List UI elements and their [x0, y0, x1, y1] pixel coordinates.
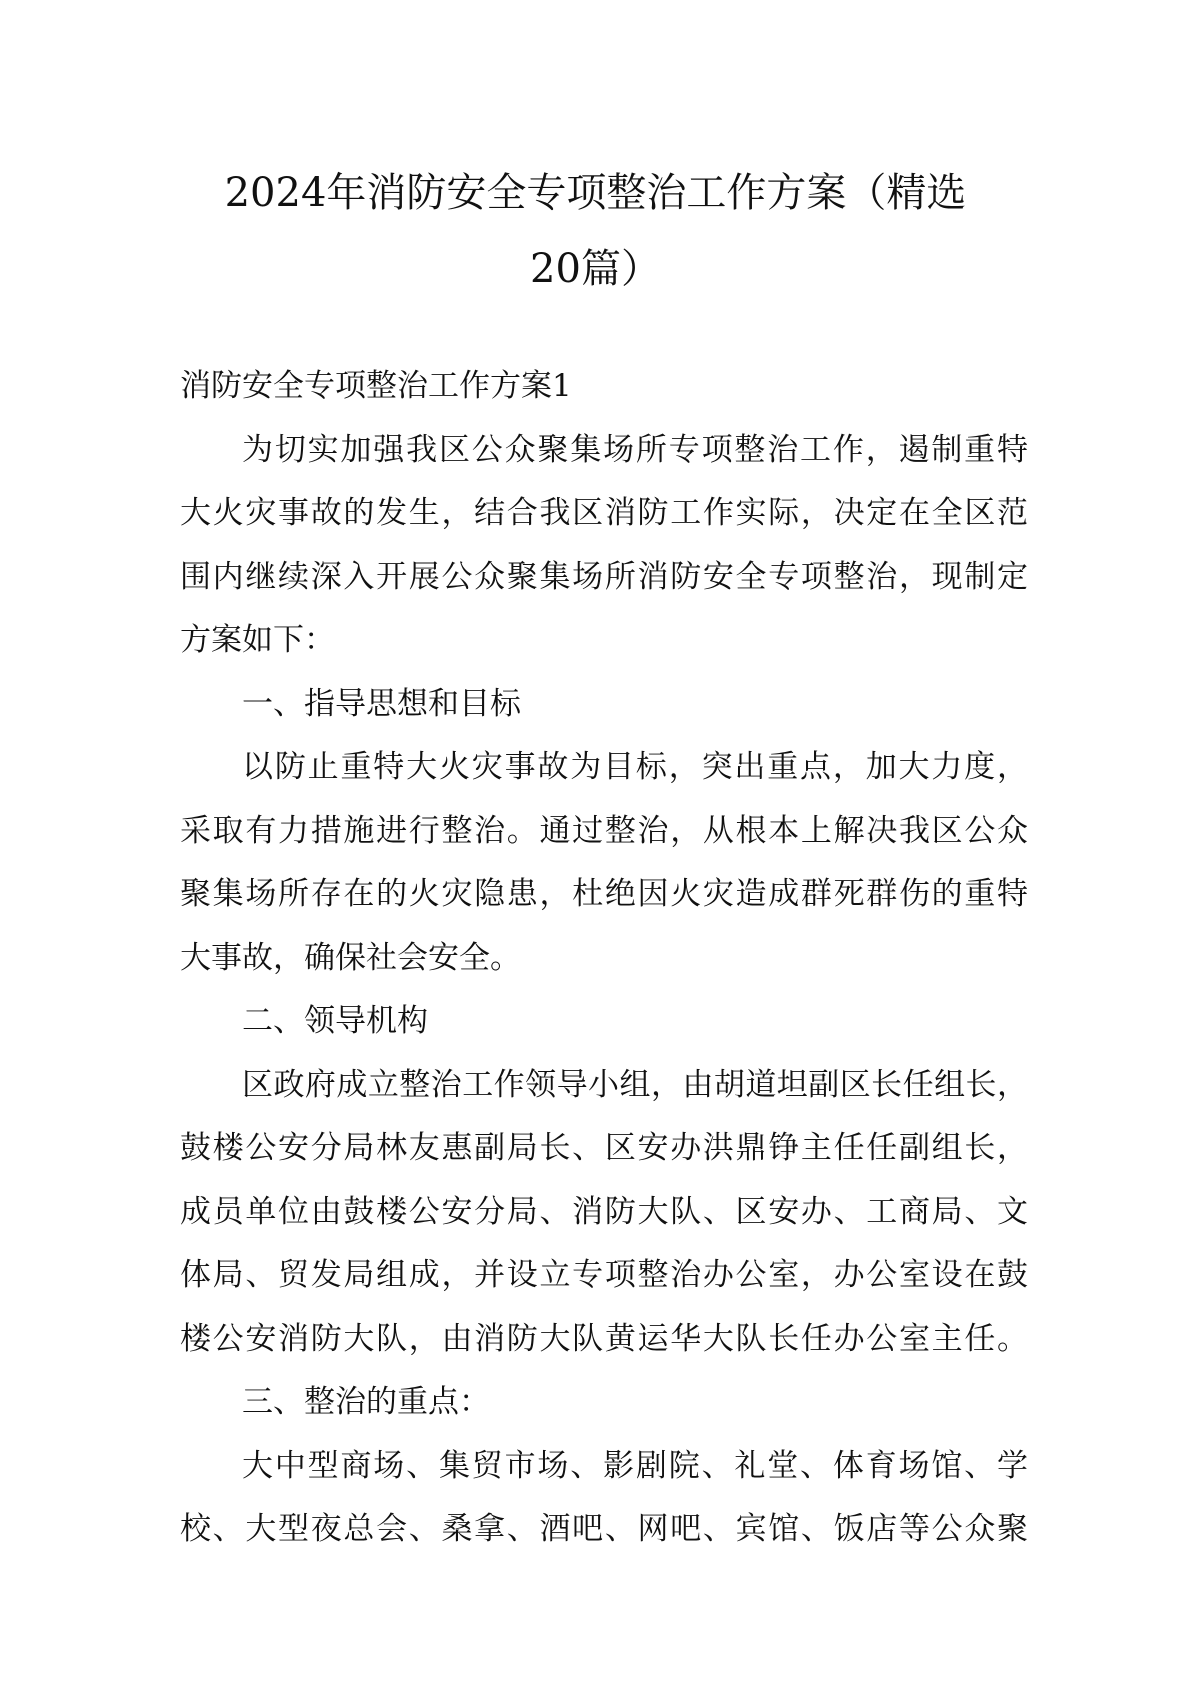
paragraph-line: 以防止重特大火灾事故为目标，突出重点，加大力度， [242, 749, 1028, 785]
paragraph-line: 区政府成立整治工作领导小组，由胡道坦副区长任组长， [242, 1066, 1028, 1103]
section-heading: 三、整治的重点： [242, 1384, 490, 1420]
section-heading: 二、领导机构 [242, 1003, 428, 1039]
section-heading: 消防安全专项整治工作方案1 [180, 368, 572, 404]
title-line-1: 2024年消防安全专项整治工作方案（精选 [224, 170, 967, 216]
paragraph-line: 大事故，确保社会安全。 [180, 939, 521, 976]
paragraph-line: 鼓楼公安分局林友惠副局长、区安办洪鼎铮主任任副组长， [180, 1130, 1028, 1166]
paragraph-line: 为切实加强我区公众聚集场所专项整治工作，遏制重特 [242, 431, 1028, 468]
paragraph-line: 校、大型夜总会、桑拿、酒吧、网吧、宾馆、饭店等公众聚 [180, 1511, 1028, 1547]
paragraph-line: 大火灾事故的发生，结合我区消防工作实际，决定在全区范 [180, 495, 1028, 531]
paragraph-line: 聚集场所存在的火灾隐患，杜绝因火灾造成群死群伤的重特 [180, 876, 1028, 912]
paragraph-line: 大中型商场、集贸市场、影剧院、礼堂、体育场馆、学 [242, 1447, 1028, 1484]
section-heading: 一、指导思想和目标 [242, 685, 521, 722]
document-title [150, 155, 1041, 307]
paragraph-line: 方案如下： [180, 622, 335, 658]
paragraph-line: 成员单位由鼓楼公安分局、消防大队、区安办、工商局、文 [180, 1193, 1028, 1230]
title-line-2: 20篇） [530, 246, 661, 292]
paragraph-line: 体局、贸发局组成，并设立专项整治办公室，办公室设在鼓 [180, 1257, 1028, 1293]
paragraph-line: 采取有力措施进行整治。通过整治，从根本上解决我区公众 [180, 812, 1028, 849]
paragraph-line: 楼公安消防大队，由消防大队黄运华大队长任办公室主任。 [180, 1320, 1028, 1357]
paragraph-line: 围内继续深入开展公众聚集场所消防安全专项整治，现制定 [180, 558, 1028, 595]
document-body [180, 355, 1028, 1562]
